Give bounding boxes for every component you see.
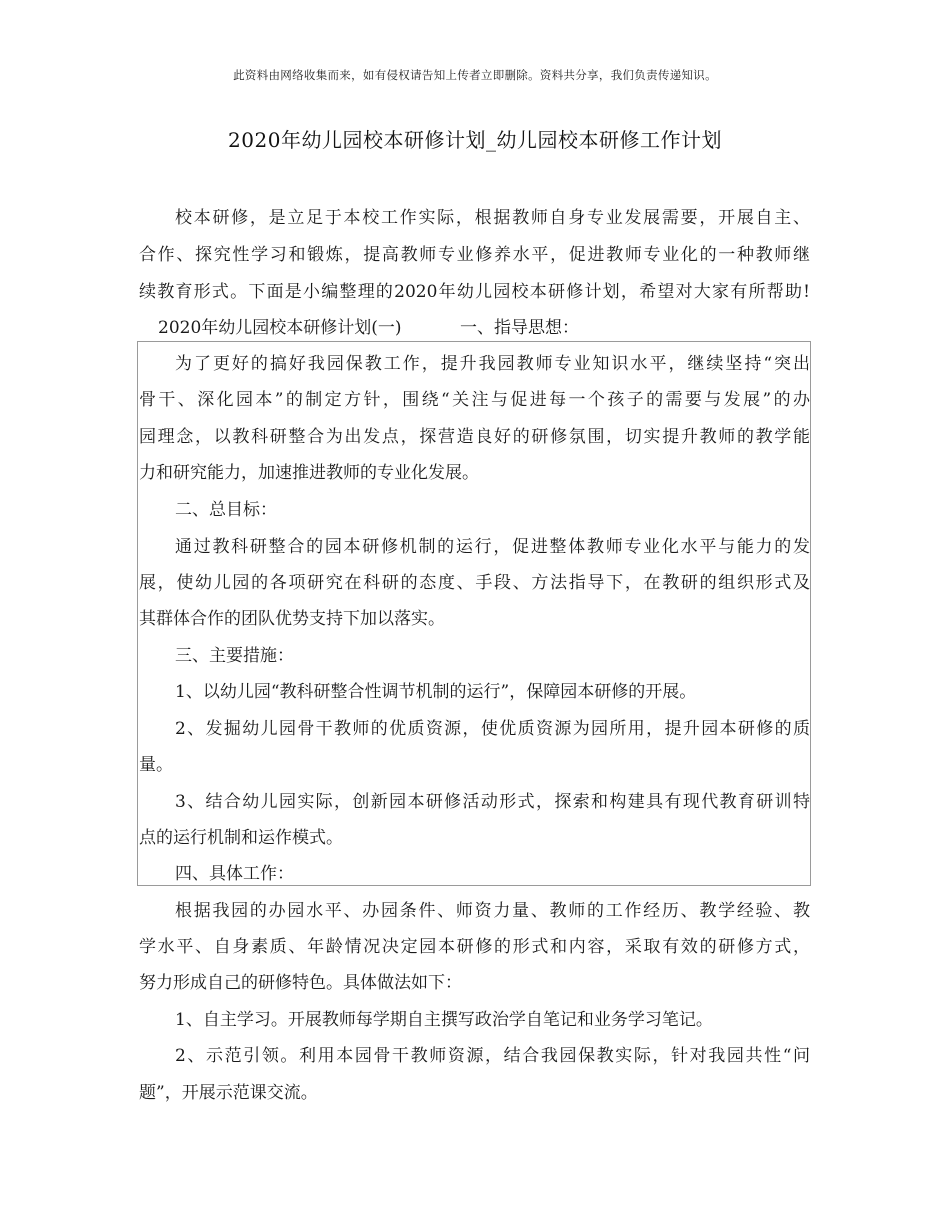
measure-item-2-line-1: 2、发掘幼儿园骨干教师的优质资源，使优质资源为园所用，提升园本研修的质 xyxy=(175,719,810,739)
guiding-line-3: 园理念，以教科研整合为出发点，探营造良好的研修氛围，切实提升教师的教学能 xyxy=(139,427,810,447)
work-item-2-line-2: 题”，开展示范课交流。 xyxy=(139,1083,318,1103)
section-heading-measures: 三、主要措施： xyxy=(175,646,294,666)
goal-line-2: 展，使幼儿园的各项研究在科研的态度、手段、方法指导下，在教研的组织形式及 xyxy=(139,573,810,593)
measure-item-2-line-2: 量。 xyxy=(139,755,173,775)
intro-line-2: 合作、探究性学习和锻炼，提高教师专业修养水平，促进教师专业化的一种教师继 xyxy=(139,245,810,265)
measure-item-3-line-1: 3、结合幼儿园实际，创新园本研修活动形式，探索和构建具有现代教育研训特 xyxy=(175,792,810,812)
guiding-line-2: 骨干、深化园本”的制定方针，围绕“关注与促进每一个孩子的需要与发展”的办 xyxy=(139,390,810,410)
measure-item-3-line-2: 点的运行机制和运作模式。 xyxy=(139,828,343,848)
guiding-line-4: 力和研究能力，加速推进教师的专业化发展。 xyxy=(139,463,479,483)
plan-title: 2020年幼儿园校本研修计划(一) xyxy=(158,318,402,338)
work-line-2: 学水平、自身素质、年龄情况决定园本研修的形式和内容，采取有效的研修方式， xyxy=(139,937,810,957)
intro-line-1: 校本研修，是立足于本校工作实际，根据教师自身专业发展需要，开展自主、 xyxy=(175,208,810,228)
work-line-3: 努力形成自己的研修特色。具体做法如下： xyxy=(139,973,462,993)
work-line-1: 根据我园的办园水平、办园条件、师资力量、教师的工作经历、教学经验、教 xyxy=(175,901,810,921)
document-title: 2020年幼儿园校本研修计划_幼儿园校本研修工作计划 xyxy=(228,128,722,152)
intro-line-3: 续教育形式。下面是小编整理的2020年幼儿园校本研修计划，希望对大家有所帮助! xyxy=(139,282,810,302)
section-heading-guiding: 一、指导思想： xyxy=(460,318,579,338)
goal-line-3: 其群体合作的团队优势支持下加以落实。 xyxy=(139,609,445,629)
section-heading-work: 四、具体工作： xyxy=(175,864,294,884)
guiding-line-1: 为了更好的搞好我园保教工作，提升我园教师专业知识水平，继续坚持“突出 xyxy=(175,354,810,374)
goal-line-1: 通过教科研整合的园本研修机制的运行，促进整体教师专业化水平与能力的发 xyxy=(175,537,810,557)
copyright-notice: 此资料由网络收集而来，如有侵权请告知上传者立即删除。资料共分享，我们负责传递知识。 xyxy=(233,68,717,82)
section-heading-goal: 二、总目标： xyxy=(175,500,277,520)
work-item-1: 1、自主学习。开展教师每学期自主撰写政治学自笔记和业务学习笔记。 xyxy=(175,1010,713,1030)
measure-item-1: 1、以幼儿园“教科研整合性调节机制的运行”，保障园本研修的开展。 xyxy=(175,682,697,702)
work-item-2-line-1: 2、示范引领。利用本园骨干教师资源，结合我园保教实际，针对我园共性“问 xyxy=(175,1046,810,1066)
